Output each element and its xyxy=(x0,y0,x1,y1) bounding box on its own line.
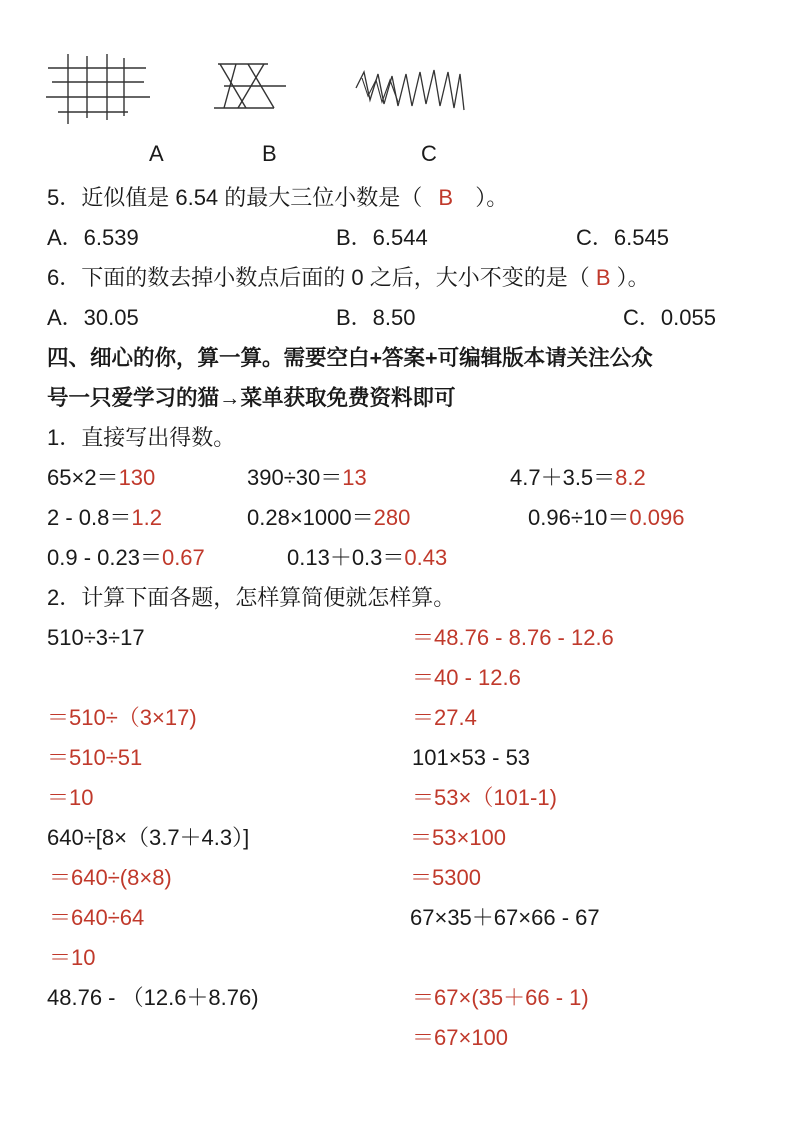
calc-answer: 13 xyxy=(342,465,367,490)
calc-item xyxy=(287,544,447,572)
figure-b xyxy=(212,58,290,114)
q6-stem-post: ）。 xyxy=(616,265,650,290)
work-line: ＝40 - 12.6 xyxy=(412,665,521,690)
work-line: ＝48.76 - 8.76 - 12.6 xyxy=(412,625,614,650)
q5-option-c: C．6.545 xyxy=(576,225,669,250)
q5-answer: B xyxy=(438,185,454,210)
calc-item xyxy=(528,504,684,532)
q5-stem-pre: 5．近似值是 6.54 的最大三位小数是（ xyxy=(47,185,423,210)
q6-answer: B xyxy=(595,265,611,290)
work-line: ＝53×100 xyxy=(410,825,507,850)
calc-answer: 280 xyxy=(373,505,411,530)
calc-item xyxy=(510,464,646,492)
work-line: 67×35＋67×66 - 67 xyxy=(410,905,600,930)
calc-expr: 0.96÷10＝ xyxy=(528,505,630,530)
work-line: ＝67×100 xyxy=(412,1025,509,1050)
work-line: ＝510÷（3×17) xyxy=(47,705,197,730)
figure-label-b: B xyxy=(262,141,277,166)
calc-expr: 4.7＋3.5＝ xyxy=(510,465,616,490)
work-line: 510÷3÷17 xyxy=(47,625,145,650)
q6-stem-pre: 6．下面的数去掉小数点后面的 0 之后，大小不变的是（ xyxy=(47,265,590,290)
calc-answer: 0.67 xyxy=(161,545,205,570)
calc-expr: 0.13＋0.3＝ xyxy=(287,545,405,570)
calc-expr: 65×2＝ xyxy=(47,465,119,490)
calc-answer: 0.43 xyxy=(404,545,448,570)
part1-title: 1．直接写出得数。 xyxy=(47,425,236,450)
calc-item xyxy=(247,464,367,492)
work-line: ＝640÷64 xyxy=(49,905,145,930)
calc-answer: 1.2 xyxy=(131,505,162,530)
q5-option-a: A．6.539 xyxy=(47,225,139,250)
q6-stem xyxy=(47,264,650,292)
work-line: ＝510÷51 xyxy=(47,745,143,770)
work-line: ＝27.4 xyxy=(412,705,477,730)
q5-option-b: B．6.544 xyxy=(336,225,428,250)
figure-label-a: A xyxy=(149,141,164,166)
work-line: ＝640÷(8×8) xyxy=(49,865,172,890)
calc-item xyxy=(47,544,205,572)
q6-option-c: C．0.055 xyxy=(623,305,716,330)
calc-answer: 130 xyxy=(118,465,156,490)
calc-expr: 390÷30＝ xyxy=(247,465,343,490)
calc-answer: 0.096 xyxy=(629,505,685,530)
calc-expr: 2 - 0.8＝ xyxy=(47,505,132,530)
calc-expr: 0.9 - 0.23＝ xyxy=(47,545,162,570)
q5-stem xyxy=(47,184,508,212)
work-line: ＝10 xyxy=(47,785,94,810)
q5-stem-post: ）。 xyxy=(475,185,509,210)
calc-item xyxy=(47,504,162,532)
work-line: ＝53×（101-1) xyxy=(412,785,557,810)
section4-heading-line1: 四、细心的你，算一算。需要空白+答案+可编辑版本请关注公众 xyxy=(47,346,653,370)
work-line: ＝10 xyxy=(49,945,96,970)
calc-item xyxy=(247,504,410,532)
q6-option-a: A．30.05 xyxy=(47,305,139,330)
figure-c xyxy=(354,66,470,112)
q6-option-b: B．8.50 xyxy=(336,305,416,330)
calc-item xyxy=(47,464,155,492)
work-line: ＝5300 xyxy=(410,865,481,890)
work-line: ＝67×(35＋66 - 1) xyxy=(412,985,589,1010)
work-line: 640÷[8×（3.7＋4.3）] xyxy=(47,825,250,850)
work-line: 48.76 - （12.6＋8.76) xyxy=(47,985,259,1010)
calc-answer: 8.2 xyxy=(615,465,646,490)
calc-expr: 0.28×1000＝ xyxy=(247,505,374,530)
section4-heading-line2: 号一只爱学习的猫→菜单获取免费资料即可 xyxy=(47,386,456,410)
part2-title: 2．计算下面各题，怎样算简便就怎样算。 xyxy=(47,585,456,610)
work-line: 101×53 - 53 xyxy=(412,745,531,770)
figure-label-c: C xyxy=(421,141,437,166)
figure-a xyxy=(44,50,154,126)
